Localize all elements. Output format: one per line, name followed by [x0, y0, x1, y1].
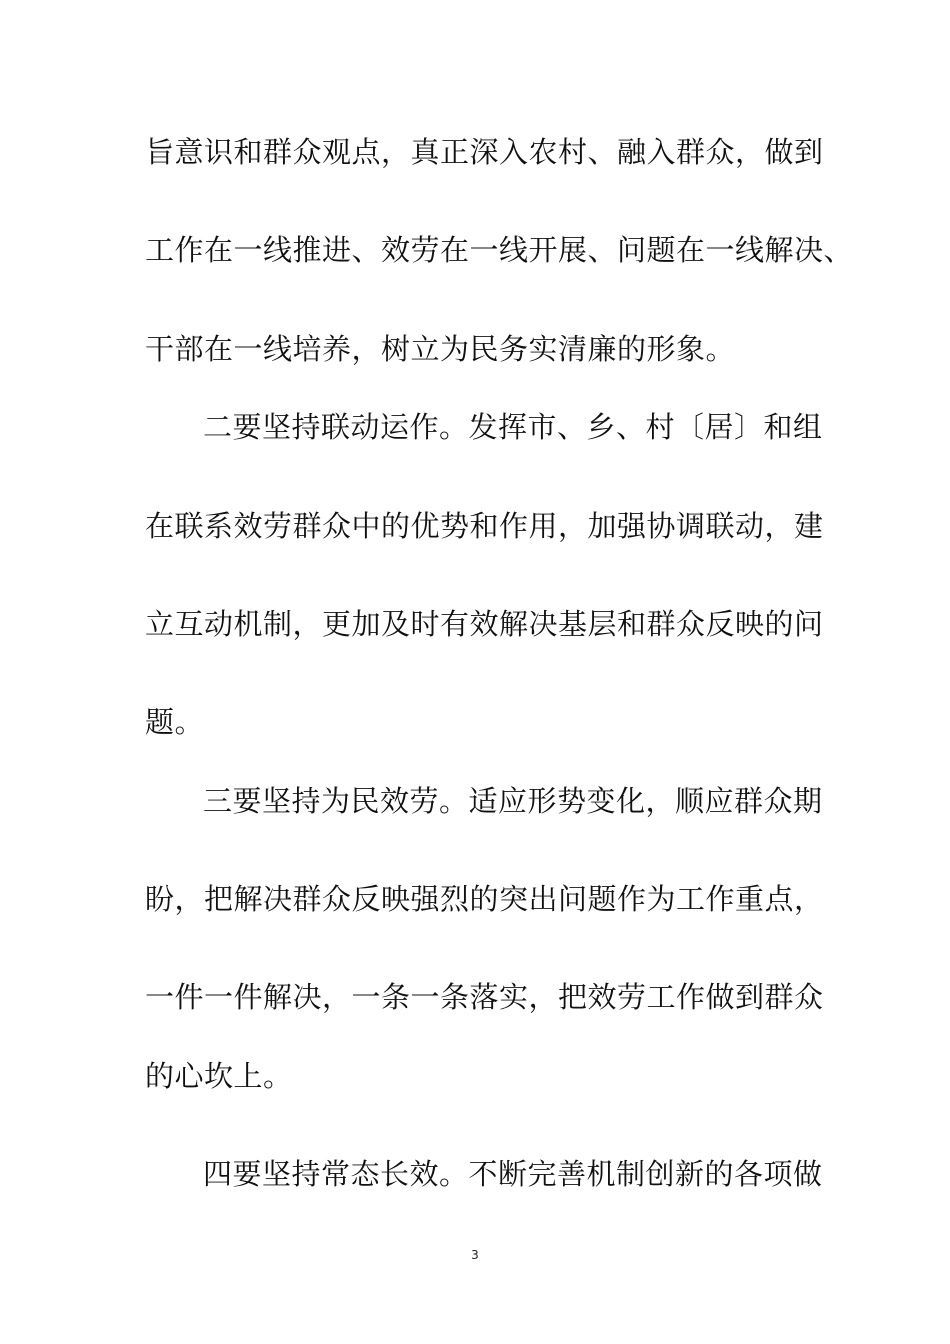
paragraph-line: 题。 — [145, 705, 205, 739]
paragraph-line: 工作在一线推进、效劳在一线开展、问题在一线解决、 — [145, 233, 854, 267]
paragraph-line: 盼，把解决群众反映强烈的突出问题作为工作重点， — [145, 882, 824, 916]
paragraph-line: 四要坚持常态长效。不断完善机制创新的各项做 — [203, 1157, 823, 1191]
paragraph-line: 立互动机制，更加及时有效解决基层和群众反映的问 — [145, 607, 824, 641]
page-number: 3 — [471, 1248, 479, 1262]
paragraph-line: 干部在一线培养，树立为民务实清廉的形象。 — [145, 332, 736, 366]
paragraph-line: 三要坚持为民效劳。适应形势变化，顺应群众期 — [203, 784, 823, 818]
paragraph-line: 在联系效劳群众中的优势和作用，加强协调联动，建 — [145, 509, 824, 543]
paragraph-line: 一件一件解决，一条一条落实，把效劳工作做到群众 — [145, 980, 824, 1014]
paragraph-line: 旨意识和群众观点，真正深入农村、融入群众，做到 — [145, 135, 824, 169]
paragraph-line: 二要坚持联动运作。发挥市、乡、村〔居〕和组 — [203, 410, 823, 444]
paragraph-line: 的心坎上。 — [145, 1059, 293, 1093]
